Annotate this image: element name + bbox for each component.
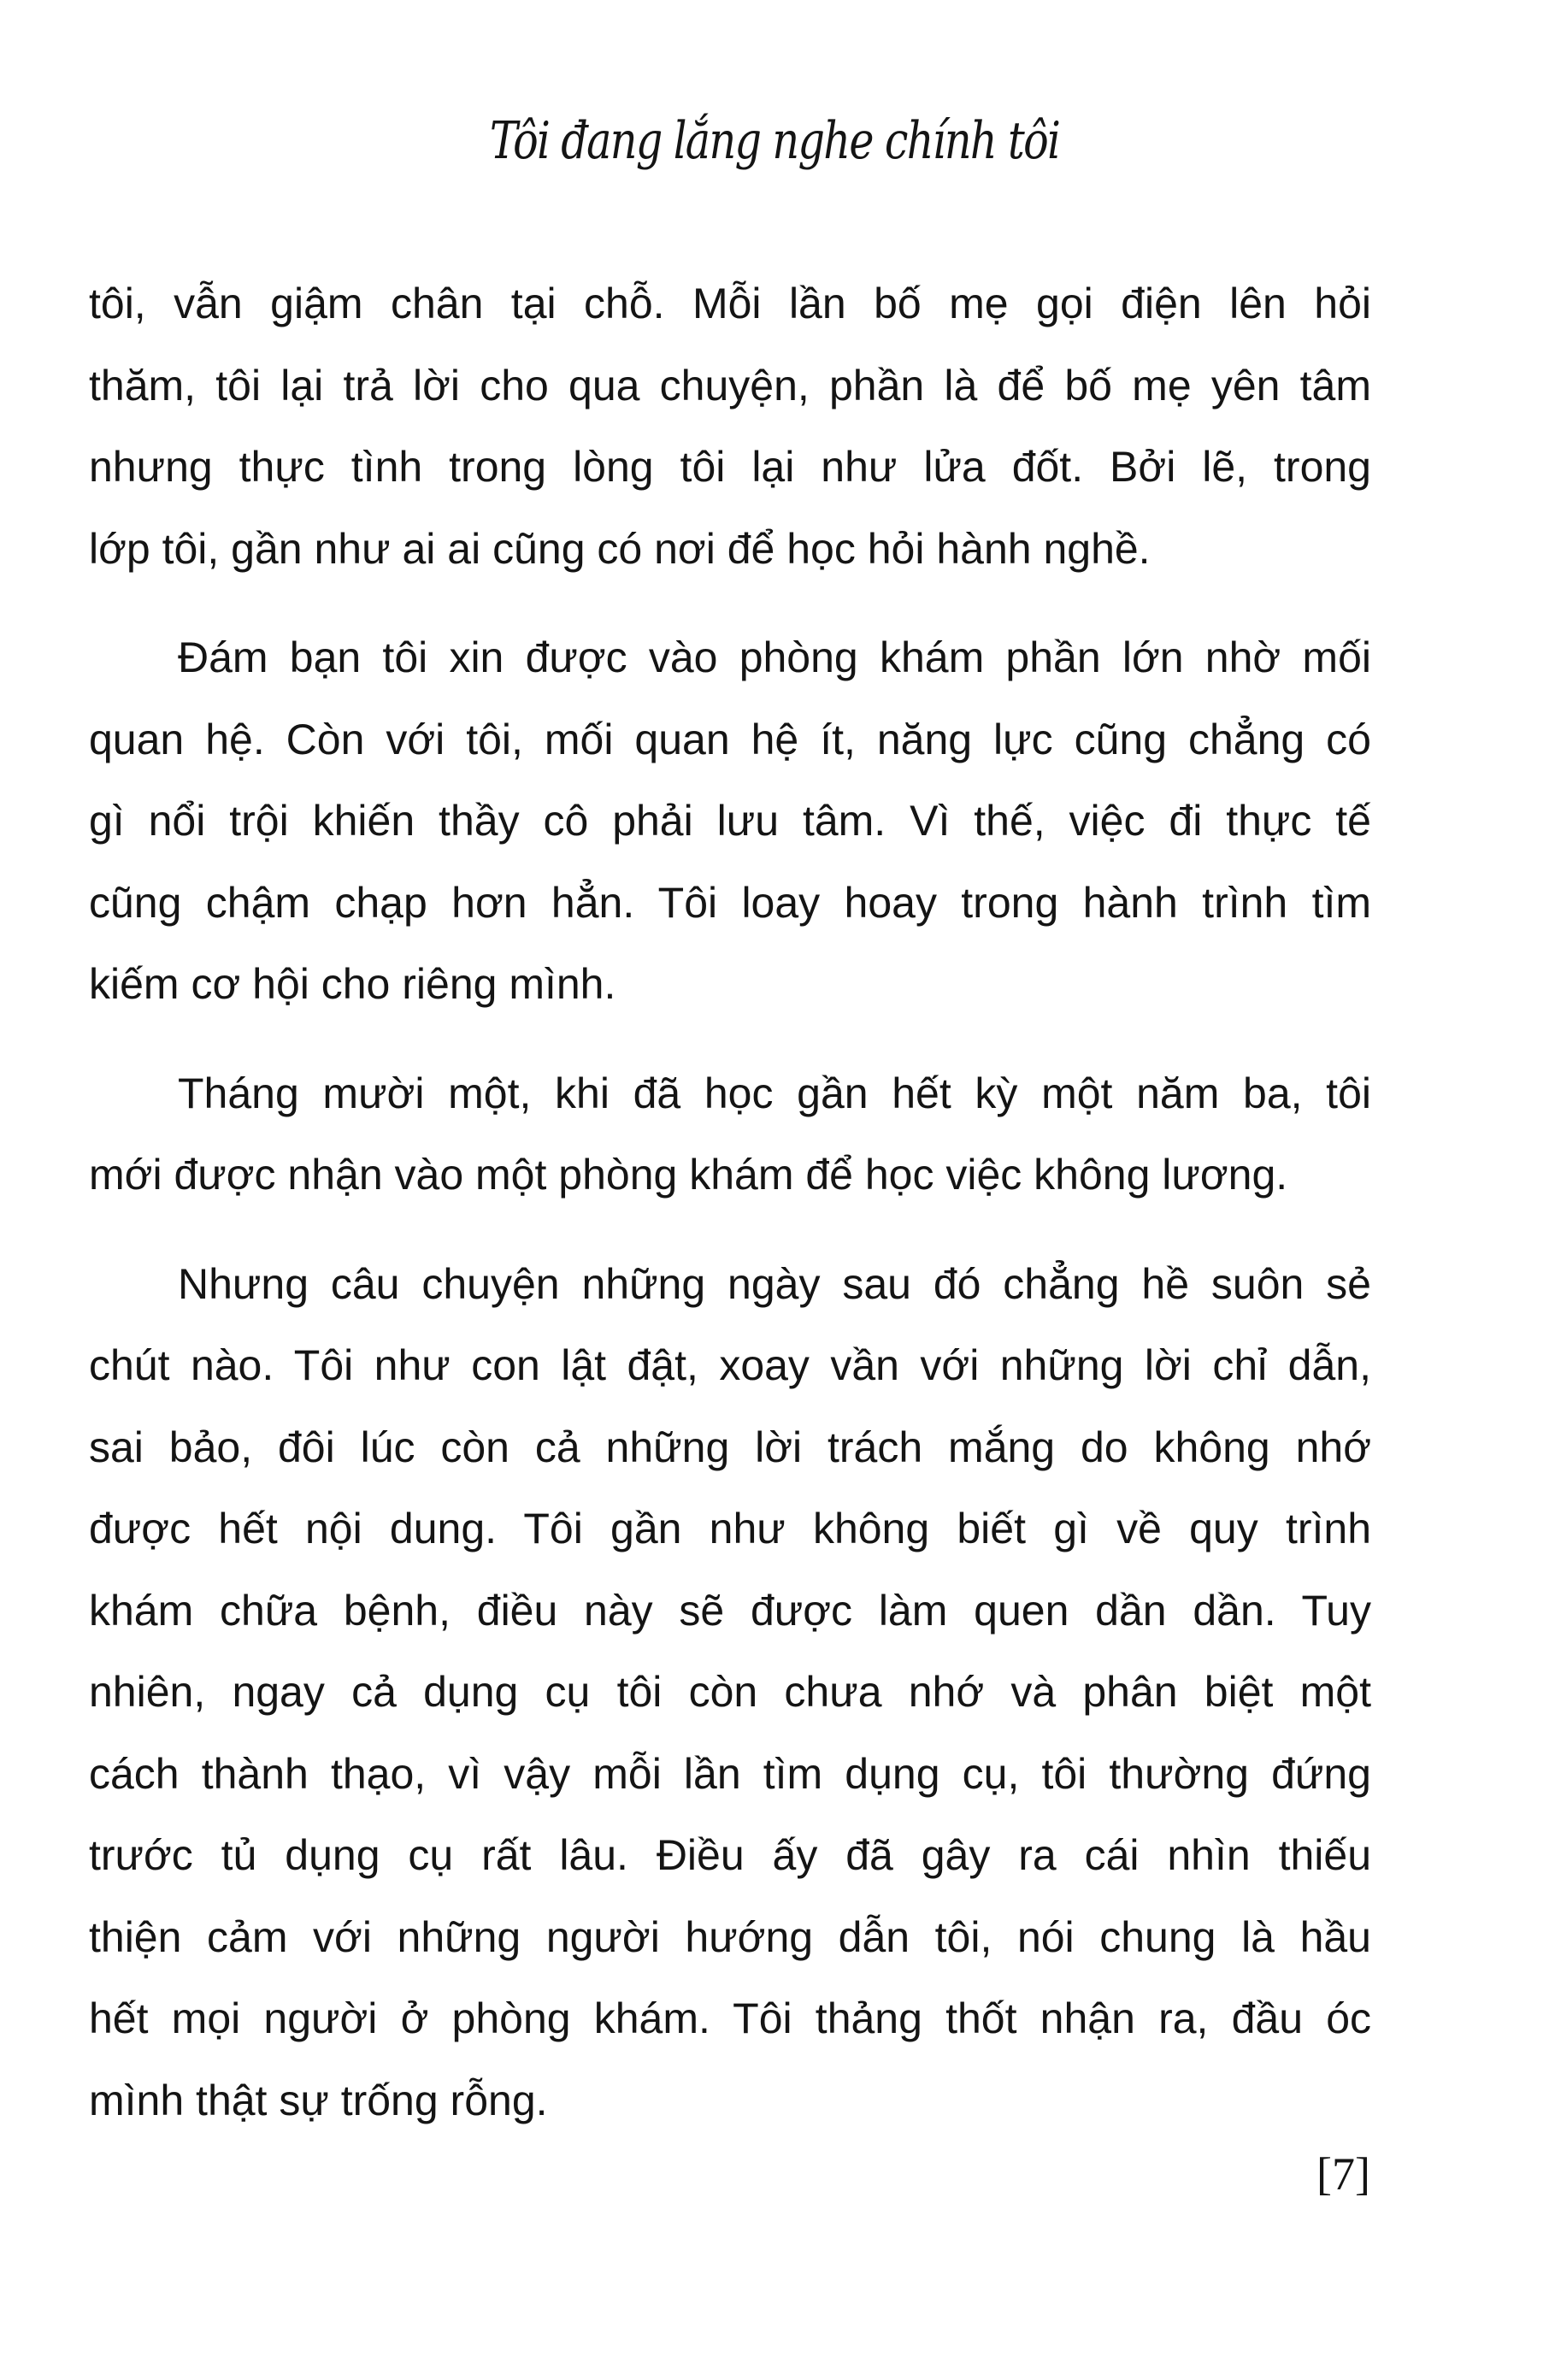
text-line: Nhưng câu chuyện những ngày sau đó chẳng hề suôn sẻ <box>178 1259 1371 1308</box>
running-title: Tôi đang lắng nghe chính tôi <box>489 111 1060 171</box>
text-line: sai bảo, đôi lúc còn cả những lời trách mắng do không nhớ <box>89 1423 1371 1471</box>
text-line: được hết nội dung. Tôi gần như không biết gì về quy trình <box>89 1505 1371 1552</box>
text-line: quan hệ. Còn với tôi, mối quan hệ ít, năng lực cũng chẳng có <box>89 715 1371 763</box>
text-line: khám chữa bệnh, điều này sẽ được làm quen dần dần. Tuy <box>89 1586 1371 1635</box>
text-line: chút nào. Tôi như con lật đật, xoay vần với những lời chỉ dẫn, <box>89 1341 1371 1389</box>
text-line: nhưng thực tình trong lòng tôi lại như lửa đốt. Bởi lẽ, trong <box>89 443 1371 491</box>
text-line: mình thật sự trống rỗng. <box>89 2076 548 2124</box>
paragraph <box>89 1059 1371 1222</box>
text-line: gì nổi trội khiến thầy cô phải lưu tâm. Vì thế, việc đi thực tế <box>89 797 1371 845</box>
page-body <box>89 269 1371 2175</box>
text-line: trước tủ dụng cụ rất lâu. Điều ấy đã gây ra cái nhìn thiếu <box>89 1831 1371 1879</box>
text-line: mới được nhận vào một phòng khám để học việc không lương. <box>89 1151 1288 1199</box>
text-line: cách thành thạo, vì vậy mỗi lần tìm dụng cụ, tôi thường đứng <box>89 1749 1371 1798</box>
text-line: hết mọi người ở phòng khám. Tôi thảng thốt nhận ra, đầu óc <box>89 1994 1371 2042</box>
text-line: lớp tôi, gần như ai ai cũng có nơi để học hỏi hành nghề. <box>89 524 1151 573</box>
paragraph <box>89 269 1371 596</box>
page-number: [7] <box>1316 2148 1370 2200</box>
text-line: kiếm cơ hội cho riêng mình. <box>89 960 616 1008</box>
text-line: thiện cảm với những người hướng dẫn tôi, nói chung là hầu <box>89 1912 1371 1961</box>
text-line: tôi, vẫn giậm chân tại chỗ. Mỗi lần bố mẹ gọi điện lên hỏi <box>89 280 1371 327</box>
text-line: Đám bạn tôi xin được vào phòng khám phần lớn nhờ mối <box>178 633 1371 681</box>
text-line: cũng chậm chạp hơn hẳn. Tôi loay hoay trong hành trình tìm <box>89 878 1371 927</box>
text-line: Tháng mười một, khi đã học gần hết kỳ một năm ba, tôi <box>178 1069 1371 1117</box>
text-line: thăm, tôi lại trả lời cho qua chuyện, phần là để bố mẹ yên tâm <box>89 361 1371 409</box>
text-line: nhiên, ngay cả dụng cụ tôi còn chưa nhớ và phân biệt một <box>89 1668 1371 1716</box>
paragraph <box>89 623 1371 1032</box>
paragraph <box>89 1250 1371 2148</box>
